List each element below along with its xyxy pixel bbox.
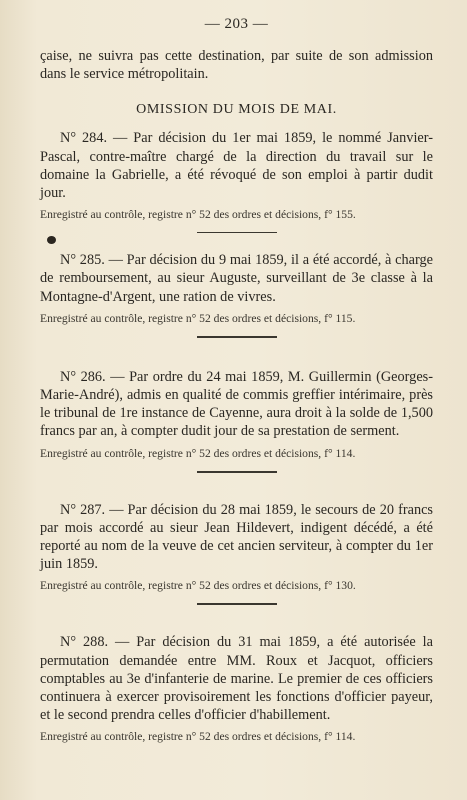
entry-286 xyxy=(40,368,433,473)
entry-284 xyxy=(40,129,433,233)
entry-registration: Enregistré au contrôle, registre n° 52 des ordres et décisions, f° 155. xyxy=(40,208,356,222)
ink-blot xyxy=(47,236,56,244)
separator-rule xyxy=(197,471,277,473)
entry-registration: Enregistré au contrôle, registre n° 52 des ordres et décisions, f° 130. xyxy=(40,579,356,593)
separator-rule xyxy=(197,232,277,233)
entry-text: N° 287. — Par décision du 28 mai 1859, le secours de 20 francs par mois accordé au sieur Jean Hildevert, indigent décédé, a été reporté au nom de la veuve de cet ancien serviteur, à compter du 1er juin 1859. xyxy=(40,501,433,573)
entry-text: N° 284. — Par décision du 1er mai 1859, le nommé Janvier-Pascal, contre-maître chargé de la direction du travail sur le domaine la Gabrielle, a été révoqué de son emploi à partir dudit jour. xyxy=(40,130,433,202)
entry-287 xyxy=(40,501,433,606)
intro-paragraph: çaise, ne suivra pas cette destination, par suite de son admission dans le service métropolitain. xyxy=(40,48,433,83)
page-number: — 203 — xyxy=(204,16,269,32)
separator-rule xyxy=(197,336,277,338)
entry-text: N° 286. — Par ordre du 24 mai 1859, M. Guillermin (Georges-Marie-André), admis en qualité de commis greffier intérimaire, près le tribunal de 1re instance de Cayenne, aura droit à la solde de 1,500 francs par an, à compter dudit jour de sa prestation de serment. xyxy=(40,368,433,440)
entry-text: N° 285. — Par décision du 9 mai 1859, il a été accordé, à charge de remboursement, au sieur Auguste, surveillant de 3e classe à la Montagne-d'Argent, une ration de vivres. xyxy=(40,252,433,305)
entry-registration: Enregistré au contrôle, registre n° 52 des ordres et décisions, f° 115. xyxy=(40,311,356,325)
separator-rule xyxy=(197,603,277,605)
entry-288 xyxy=(40,633,433,744)
entry-text: N° 288. — Par décision du 31 mai 1859, a été autorisée la permutation demandée entre MM. Roux et Jacquot, officiers comptables au 3e d'infanterie de marine. Le premier de ces officiers continuera à exercer provisoirement les fonctions d'officier payeur, et le second prendra celles d'officier d'habillement. xyxy=(40,634,433,724)
entry-registration: Enregistré au contrôle, registre n° 52 des ordres et décisions, f° 114. xyxy=(40,730,356,744)
section-title: OMISSION DU MOIS DE MAI. xyxy=(136,102,337,118)
entry-285 xyxy=(40,251,433,338)
entry-registration: Enregistré au contrôle, registre n° 52 des ordres et décisions, f° 114. xyxy=(40,446,356,460)
